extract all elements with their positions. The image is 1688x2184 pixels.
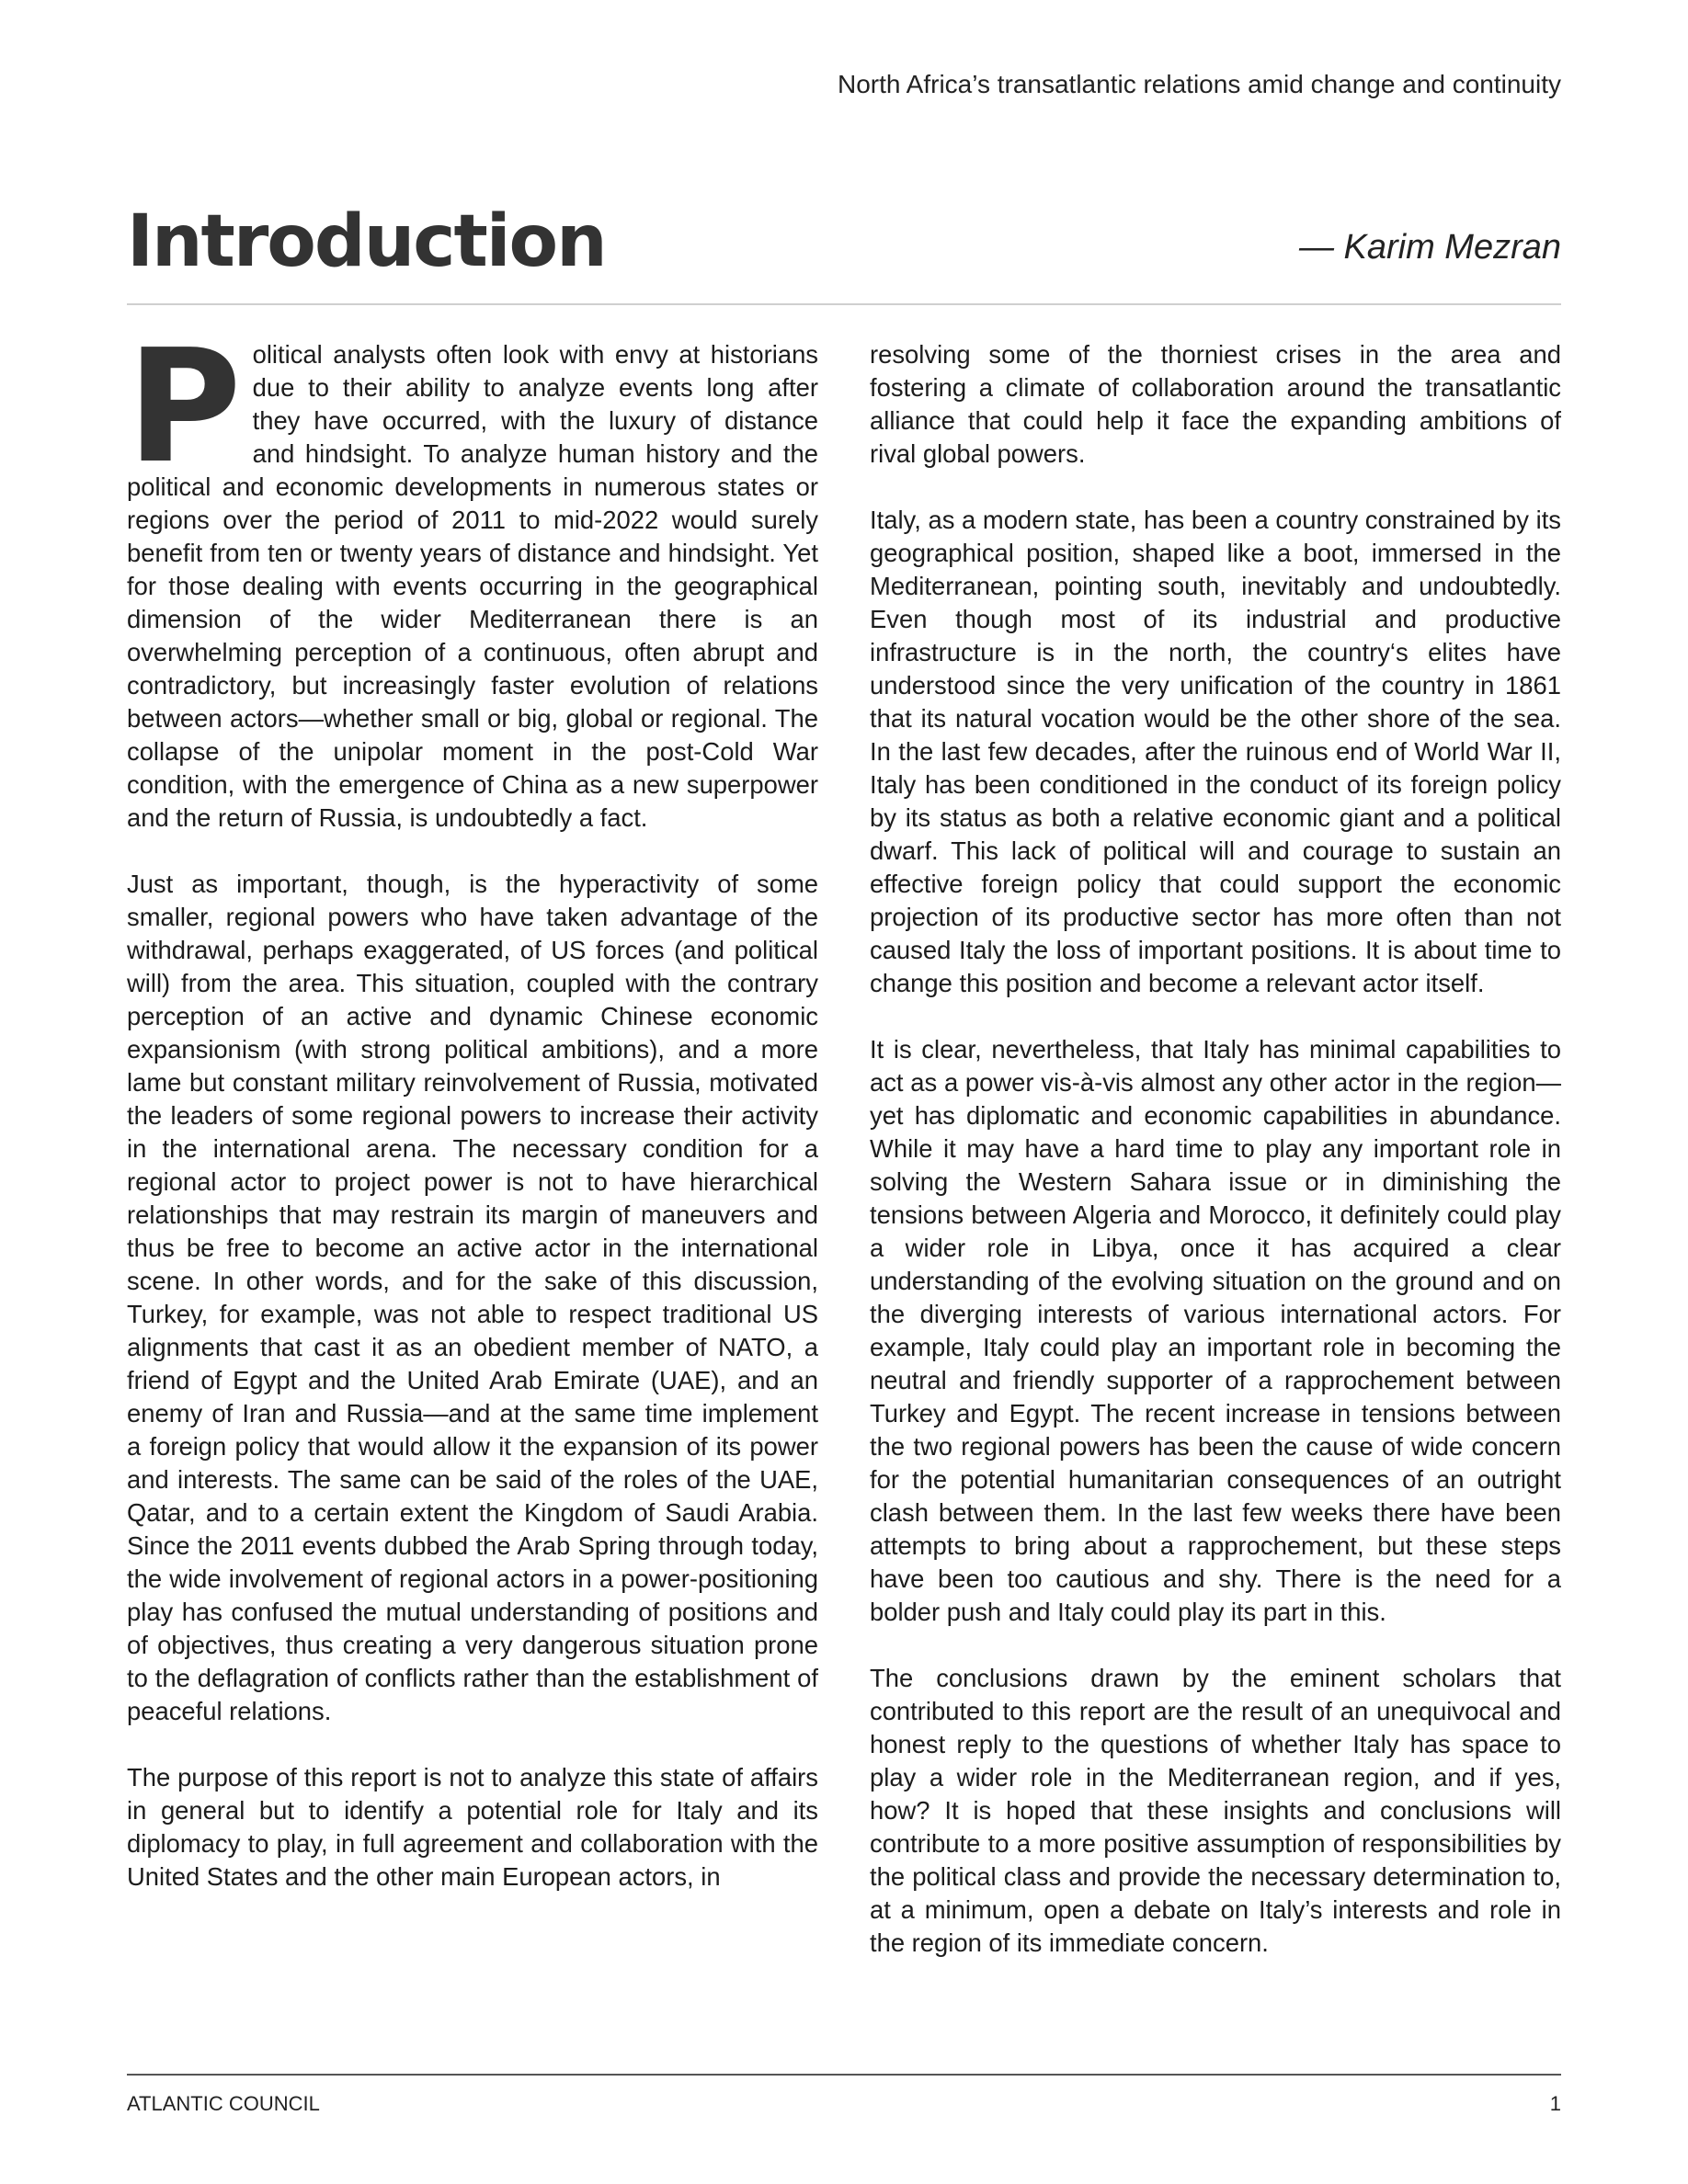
paragraph-2: Just as important, though, is the hyperactivity of some smaller, regional powers who have taken advantage of the withdrawal, perhaps exaggerated, of US forces (and political will) from the area. This situation, coupled with the contrary perception of an active and dynamic Chinese economic expansionism (with strong political ambitions), and a more lame but constant military reinvolvement of Russia, motivated the leaders of some regional powers to increase their activity in the international arena. The necessary condition for a regional actor to project power is not to have hierarchical relationships that may restrain its margin of maneuvers and thus be free to become an active actor in the international scene. In other words, and for the sake of this discussion, Turkey, for example, was not able to respect traditional US alignments that cast it as an obedient member of NATO, a friend of Egypt and the United Arab Emirate (UAE), and an enemy of Iran and Russia—and at the same time implement a foreign policy that would allow it the expansion of its power and interests. The same can be said of the roles of the UAE, Qatar, and to a certain extent the Kingdom of Saudi Arabia. Since the 2011 events dubbed the Arab Spring through today, the wide involvement of regional actors in a power-positioning play has confused the mutual understanding of positions and of objectives, thus creating a very dangerous situation prone to the deflagration of conflicts rather than the establishment of peaceful relations. [127,870,818,1725]
paragraph-1-text: olitical analysts often look with envy at historians due to their ability to analyze events long after they have occurred, with the luxury of distance and hindsight. To analyze human history and the political and economic developments in numerous states or regions over the period of 2011 to mid-2022 would surely benefit from ten or twenty years of distance and hindsight. Yet for those dealing with events occurring in the geographical dimension of the wider Mediterranean there is an overwhelming perception of a continuous, often abrupt and contradictory, but increasingly faster evolution of relations between actors—whether small or big, global or regional. The collapse of the unipolar moment in the post-Cold War condition, with the emergence of China as a new superpower and the return of Russia, is undoubtedly a fact. [127,340,818,832]
title-row [127,200,1561,305]
paragraph-5: It is clear, nevertheless, that Italy has minimal capabilities to act as a power vis-à-vis almost any other actor in the region—yet has diplomatic and economic capabilities in abundance. While it may have a hard time to play any important role in solving the Western Sahara issue or in diminishing the tensions between Algeria and Morocco, it definitely could play a wider role in Libya, once it has acquired a clear understanding of the evolving situation on the ground and on the diverging interests of various international actors. For example, Italy could play an important role in becoming the neutral and friendly supporter of a rapprochement between Turkey and Egypt. The recent increase in tensions between the two regional powers has been the cause of wide concern for the potential humanitarian consequences of an outright clash between them. In the last few weeks there have been attempts to bring about a rapprochement, but these steps have been too cautious and shy. There is the need for a bolder push and Italy could play its part in this. [870,1035,1561,1626]
page-footer [127,2074,1561,2121]
paragraph-6: The conclusions drawn by the eminent scholars that contributed to this report are the result of an unequivocal and honest reply to the questions of whether Italy has space to play a wider role in the Mediterranean region, and if yes, how? It is hoped that these insights and conclusions will contribute to a more positive assumption of responsibilities by the political class and provide the necessary determination to, at a minimum, open a debate on Italy’s interests and role in the region of its immediate concern. [870,1664,1561,1957]
publisher-name: ATLANTIC COUNCIL [127,2092,320,2115]
page-number: 1 [1549,2092,1561,2115]
running-header: North Africa’s transatlantic relations amid change and continuity [837,70,1561,98]
article-author: — Karim Mezran [1298,228,1561,267]
text-column-right [870,338,1561,1993]
article-title: Introduction [127,200,606,283]
paragraph-4: Italy, as a modern state, has been a country constrained by its geographical position, shaped like a boot, immersed in the Mediterranean, pointing south, inevitably and undoubtedly. Even though most of its industrial and productive infrastructure is in the north, the country‘s elites have understood since the very unification of the country in 1861 that its natural vocation would be the other shore of the sea. In the last few decades, after the ruinous end of World War II, Italy has been conditioned in the conduct of its foreign policy by its status as both a relative economic giant and a political dwarf. This lack of political will and courage to sustain an effective foreign policy that could support the economic projection of its productive sector has more often than not caused Italy the loss of important positions. It is about time to change this position and become a relevant actor itself. [870,506,1561,997]
drop-cap: P [127,316,242,498]
paragraph-3: The purpose of this report is not to analyze this state of affairs in general but to identify a potential role for Italy and its diplomacy to play, in full agreement and collaboration with the United States and the other main European actors, in [127,1763,818,1891]
paragraph-3-continued: resolving some of the thorniest crises in the area and fostering a climate of collaboration around the transatlantic alliance that could help it face the expanding ambitions of rival global powers. [870,340,1561,468]
paragraph-1 [127,316,818,835]
text-column-left [127,316,818,1927]
